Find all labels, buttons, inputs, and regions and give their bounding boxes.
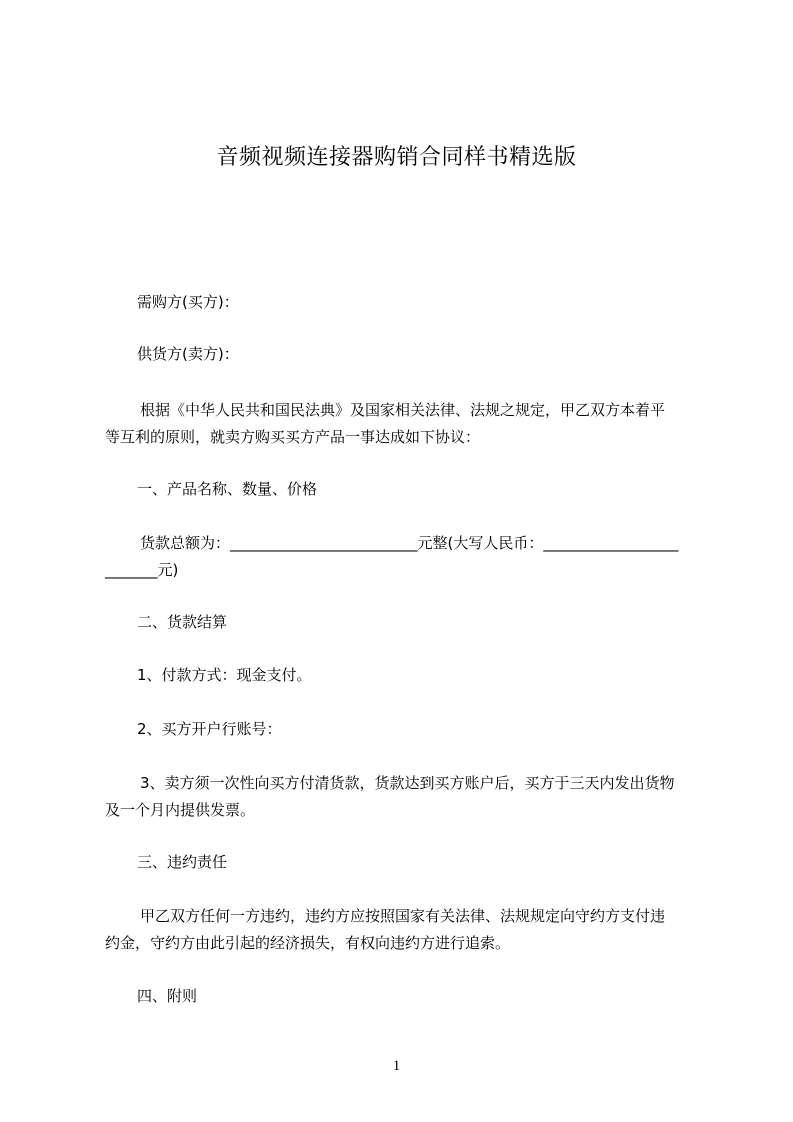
page-number: 1	[392, 1058, 401, 1074]
payment-terms-line-2: 及一个月内提供发票。	[105, 801, 256, 819]
buyer-bank-account-line: 2、买方开户行账号：	[137, 720, 282, 738]
preamble-line-2: 等互利的原则，就卖方购买买方产品一事达成如下协议：	[105, 428, 481, 446]
section-2-heading: 二、货款结算	[137, 613, 228, 631]
payment-terms-line-1: 3、卖方须一次性向买方付清货款，货款达到买方账户后，买方于三天内发出货物	[140, 774, 675, 792]
payment-method-line: 1、付款方式：现金支付。	[137, 666, 312, 684]
document-title: 音频视频连接器购销合同样书精选版	[216, 145, 577, 170]
breach-line-2: 约金，守约方由此引起的经济损失，有权向违约方进行追索。	[105, 934, 511, 952]
preamble-line-1: 根据《中华人民共和国民法典》及国家相关法律、法规之规定，甲乙双方本着平	[140, 401, 666, 419]
seller-line: 供货方(卖方)：	[137, 345, 239, 363]
total-amount-line-2: _______元)	[105, 561, 179, 579]
buyer-line: 需购方(买方)：	[137, 293, 239, 311]
breach-line-1: 甲乙双方任何一方违约，违约方应按照国家有关法律、法规规定向守约方支付违	[140, 907, 666, 925]
section-4-heading: 四、附则	[137, 987, 198, 1005]
section-3-heading: 三、违约责任	[137, 853, 228, 871]
section-1-heading: 一、产品名称、数量、价格	[137, 480, 318, 498]
total-amount-line-1: 货款总额为：_________________________元整(大写人民币：__________________	[140, 534, 679, 552]
